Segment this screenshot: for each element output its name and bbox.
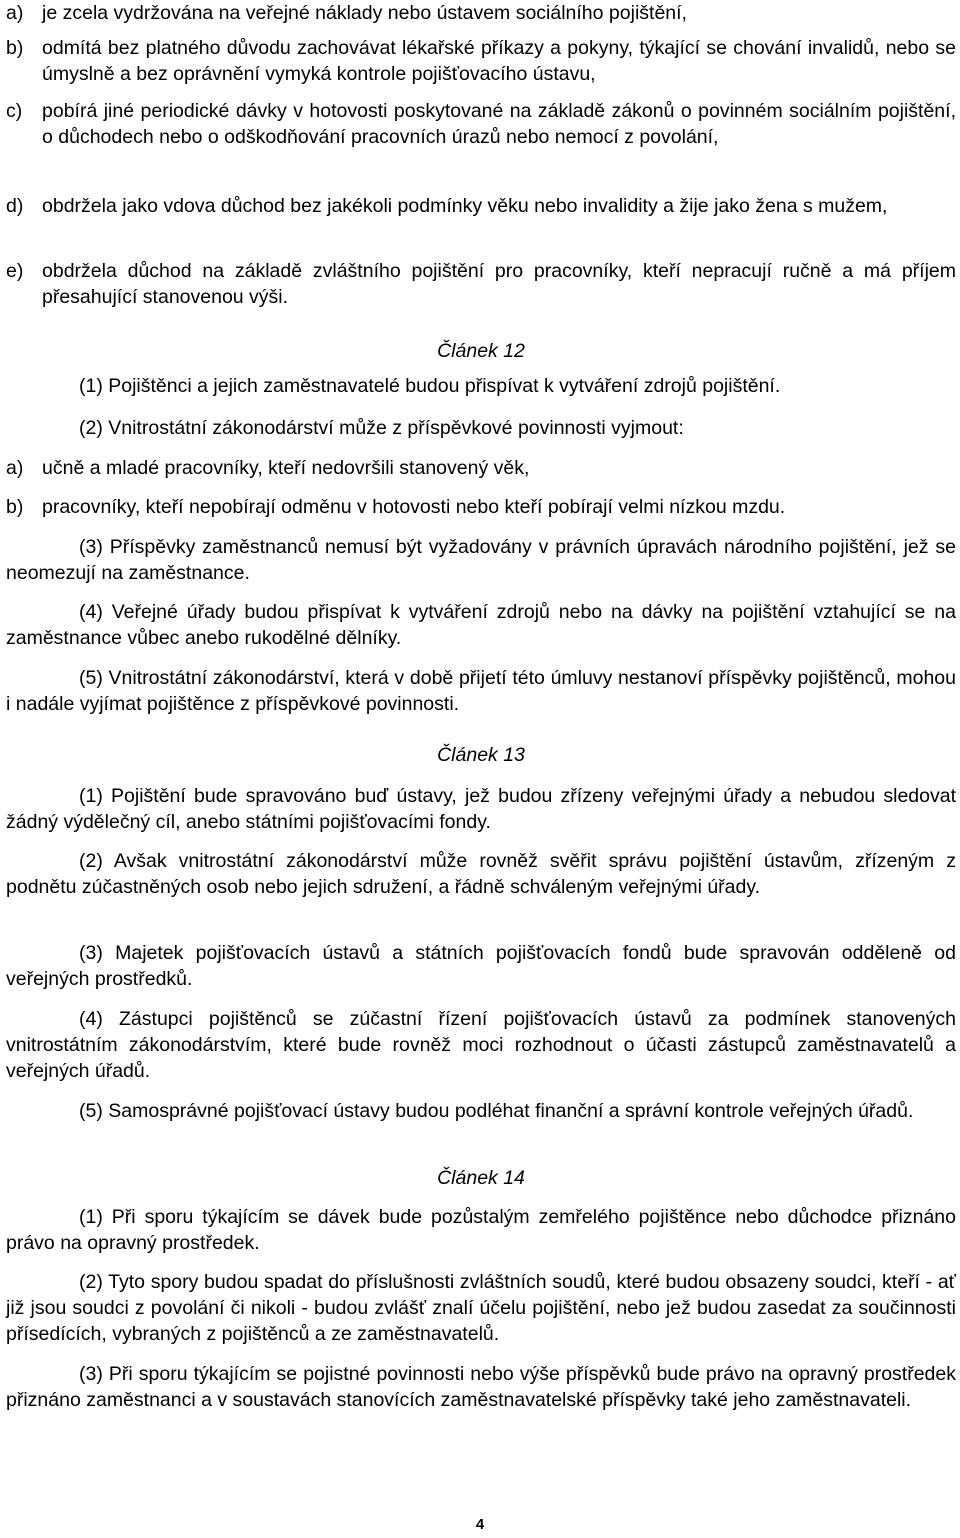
article-14-paragraph-3: (3) Při sporu týkajícím se pojistné povinnosti nebo výše příspěvků bude právo na opravný prostředek přiznáno zaměstnanci a v soustavách stanovících zaměstnavatelské příspěvky také jeho zaměstnavateli. — [6, 1363, 956, 1411]
list-marker: a) — [6, 457, 24, 479]
article-13-paragraph-3: (3) Majetek pojišťovacích ústavů a státních pojišťovacích fondů bude spravován odděleně od veřejných prostředků. — [6, 942, 956, 990]
list-item — [6, 193, 956, 219]
article-14-paragraph-2: (2) Tyto spory budou spadat do příslušnosti zvláštních soudů, které budou obsazeny soudci, kteří - ať již jsou soudci z povolání či nikoli - budou zvlášť znalí účelu pojištění, nebo jež budou zasedat za součinnosti přísedících, vybraných z pojištěnců a ze zaměstnavatelů. — [6, 1271, 956, 1345]
list-text: odmítá bez platného důvodu zachovávat lékařské příkazy a pokyny, týkající se chování invalidů, nebo se úmyslně a bez oprávnění vymyká kontrole pojišťovacího ústavu, — [42, 37, 956, 85]
list-marker: b) — [6, 496, 24, 518]
article-13-paragraph-5: (5) Samosprávné pojišťovací ústavy budou podléhat finanční a správní kontrole veřejných úřadů. — [79, 1100, 914, 1122]
list-item — [6, 258, 956, 310]
list-marker: c) — [6, 100, 23, 122]
article-13-paragraph-2: (2) Avšak vnitrostátní zákonodárství může rovněž svěřit správu pojištění ústavům, zřízeným z podnětu zúčastněných osob nebo jejich sdružení, a řádně schváleným veřejnými úřady. — [6, 850, 956, 898]
page-number: 4 — [475, 1516, 485, 1533]
list-text: je zcela vydržována na veřejné náklady nebo ústavem sociálního pojištění, — [42, 2, 687, 24]
list-text: učně a mladé pracovníky, kteří nedovršili stanovený věk, — [42, 457, 530, 479]
list-text: obdržela jako vdova důchod bez jakékoli podmínky věku nebo invalidity a žije jako žena s mužem, — [42, 195, 888, 217]
article-14-heading: Článek 14 — [437, 1167, 525, 1189]
article-13-paragraph-4: (4) Zástupci pojištěnců se zúčastní řízení pojišťovacích ústavů za podmínek stanovených vnitrostátním zákonodárstvím, které bude rovněž moci rozhodnout o účasti zástupců zaměstnavatelů a veřejných úřadů. — [6, 1008, 956, 1082]
article-12-paragraph-4: (4) Veřejné úřady budou přispívat k vytváření zdrojů nebo na dávky na pojištění vztahující se na zaměstnance vůbec anebo rukodělné dělníky. — [6, 601, 956, 649]
list-text: obdržela důchod na základě zvláštního pojištění pro pracovníky, kteří nepracují ručně a má příjem přesahující stanovenou výši. — [42, 260, 956, 308]
list-marker: d) — [6, 195, 24, 217]
list-item — [6, 0, 956, 26]
list-text: pracovníky, kteří nepobírají odměnu v hotovosti nebo kteří pobírají velmi nízkou mzdu. — [42, 496, 786, 518]
article-12-paragraph-3: (3) Příspěvky zaměstnanců nemusí být vyžadovány v právních úpravách národního pojištění, jež se neomezují na zaměstnance. — [6, 536, 956, 584]
list-item — [6, 35, 956, 87]
article-12-paragraph-1: (1) Pojištěnci a jejich zaměstnavatelé budou přispívat k vytváření zdrojů pojištění. — [79, 375, 781, 397]
list-item — [6, 455, 956, 481]
list-marker: b) — [6, 37, 24, 59]
article-12-paragraph-2: (2) Vnitrostátní zákonodárství může z příspěvkové povinnosti vyjmout: — [79, 417, 684, 439]
article-12-heading: Článek 12 — [437, 340, 525, 362]
article-13-heading: Článek 13 — [437, 744, 525, 766]
list-text: pobírá jiné periodické dávky v hotovosti poskytované na základě zákonů o povinném sociálním pojištění, o důchodech nebo o odškodňování pracovních úrazů nebo nemocí z povolání, — [42, 100, 956, 148]
list-item — [6, 494, 956, 520]
list-item — [6, 98, 956, 150]
list-marker: e) — [6, 260, 24, 282]
article-12-paragraph-5: (5) Vnitrostátní zákonodárství, která v době přijetí této úmluvy nestanoví příspěvky pojištěnců, mohou i nadále vyjímat pojištěnce z příspěvkové povinnosti. — [6, 667, 956, 715]
list-marker: a) — [6, 2, 24, 24]
article-14-paragraph-1: (1) Při sporu týkajícím se dávek bude pozůstalým zemřelého pojištěnce nebo důchodce přiznáno právo na opravný prostředek. — [6, 1206, 956, 1254]
article-13-paragraph-1: (1) Pojištění bude spravováno buď ústavy, jež budou zřízeny veřejnými úřady a nebudou sledovat žádný výdělečný cíl, anebo státními pojišťovacími fondy. — [6, 785, 956, 833]
